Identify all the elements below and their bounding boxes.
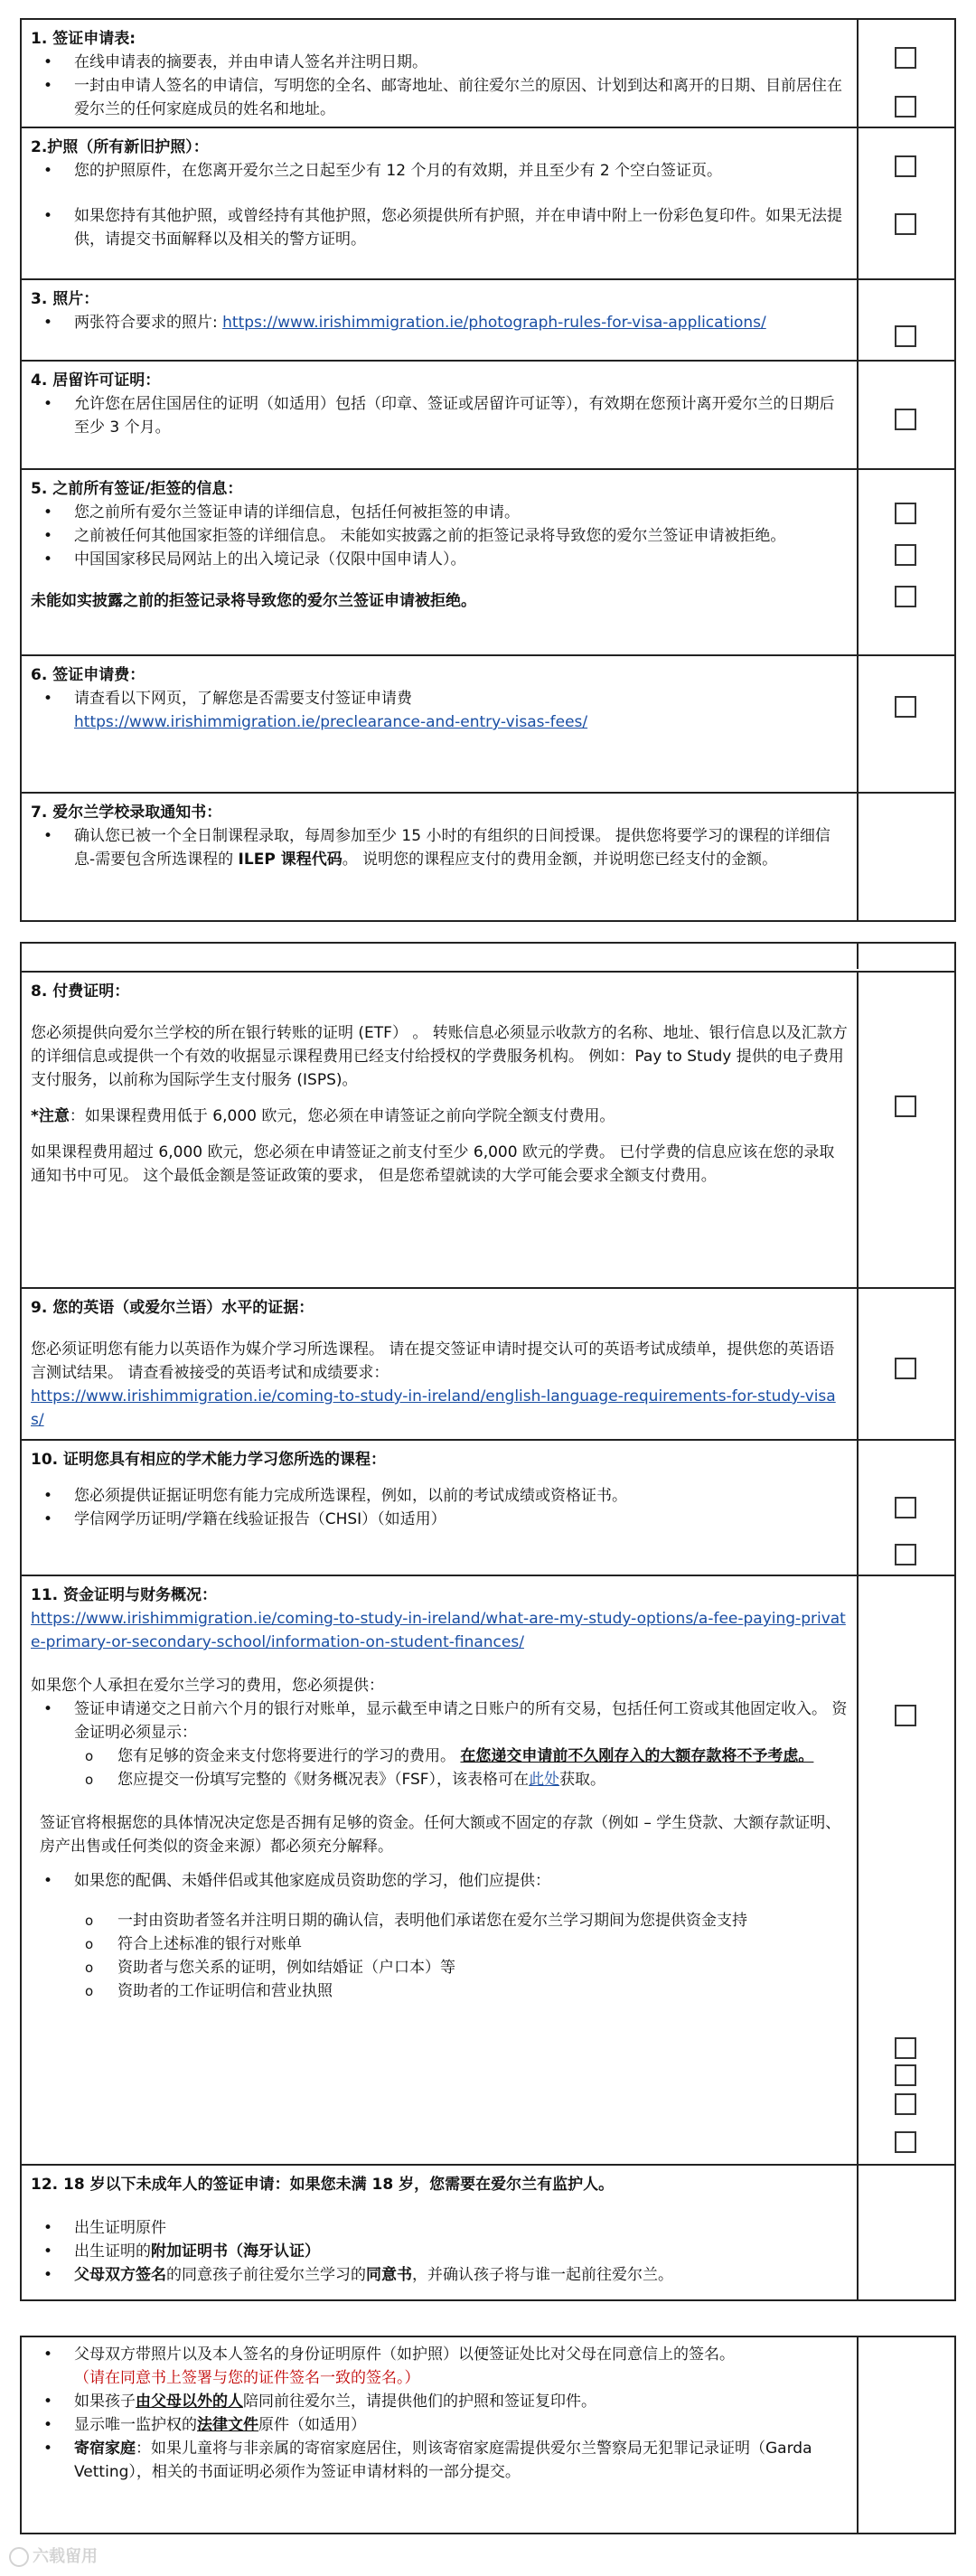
note-label: *注意 [31, 1107, 70, 1125]
checkbox[interactable] [895, 2131, 916, 2153]
fsf-here-link[interactable]: 此处 [529, 1771, 560, 1789]
photo-requirement-text: 两张符合要求的照片: [74, 314, 223, 332]
sub-list-item [31, 1768, 848, 1791]
sub-list-item: o 资助者的工作证明信和营业执照 [31, 1979, 848, 2003]
section-12-checks [859, 2166, 954, 2299]
list-item [31, 2413, 848, 2437]
section-4-checks [859, 362, 954, 468]
large-deposit-warning: 在您递交申请前不久刚存入的大额存款将不予考虑。 [460, 1747, 814, 1765]
course-fee-text: 。 说明您的课程应支付的费用金额，并说明您已经支付的金额。 [342, 851, 778, 869]
section-12-content [22, 2166, 859, 2299]
checkbox[interactable] [895, 1497, 916, 1518]
section-6-row [22, 654, 954, 792]
list-item [31, 2343, 848, 2390]
section-11-checks [859, 1576, 954, 2164]
fsf-text: 您应提交一份填写完整的《财务概况表》（FSF），该表格可在 [117, 1771, 530, 1789]
minor-extra-row [22, 2337, 954, 2533]
list-item: • 允许您在居住国居住的证明（如适用）包括（印章、签证或居留许可证等），有效期在您预计离开爱尔兰的日期后至少 3 个月。 [31, 392, 848, 439]
section-10-checks [859, 1441, 954, 1575]
list-item: • 如果您的配偶、未婚伴侣或其他家庭成员资助您的学习，他们应提供： [31, 1869, 848, 1893]
english-proof-text: 您必须证明您有能力以英语作为媒介学习所选课程。 请在提交签证申请时提交认可的英语考试成绩单，提供您的英语语言测试结果。 请查看被接受的英语考试和成绩要求： [31, 1340, 835, 1382]
checkbox[interactable] [895, 96, 916, 118]
apostille-text: 附加证明书（海牙认证） [151, 2242, 320, 2261]
list-item [31, 2390, 848, 2413]
checkbox[interactable] [895, 2093, 916, 2115]
photo-rules-link[interactable]: https://www.irishimmigration.ie/photograph-rules-for-visa-applications/ [222, 314, 766, 332]
list-item [31, 2240, 848, 2263]
section-8-title: 8. 付费证明： [31, 982, 130, 1001]
sub-list-item [31, 1744, 848, 1768]
section-9-row [22, 1287, 954, 1439]
payment-proof-text: 您必须提供向爱尔兰学校的所在银行转账的证明 (ETF） 。 转账信息必须显示收款方的名称、地址、银行信息以及汇款方的详细信息或提供一个有效的收据显示课程费用已经支付给授权的学费服务机构。 例如：Pay to Study 提供的电子费用支付服务，以前称为国际学生支付服务 (ISPS)。 [31, 1024, 848, 1089]
section-1-content [22, 20, 859, 127]
section-12-row [22, 2164, 954, 2299]
section-3-content [22, 280, 859, 360]
visa-officer-text: 签证官将根据您的具体情况决定您是否拥有足够的资金。任何大额或不固定的存款（例如 – 学生贷款、大额存款证明、房产出售或任何类似的资金来源）都必须充分解释。 [40, 1814, 841, 1856]
section-11-content [22, 1576, 859, 2164]
watermark [9, 2545, 98, 2569]
section-8-content [22, 973, 859, 1287]
checkbox[interactable] [895, 1358, 916, 1379]
section-2-content [22, 128, 859, 278]
checkbox[interactable] [895, 696, 916, 718]
list-item: • 如果您持有其他护照，或曾经持有其他护照，您必须提供所有护照，并在申请中附上一份彩色复印件。如果无法提供，请提交书面解释以及相关的警方证明。 [31, 204, 848, 251]
section-3-checks [859, 280, 954, 360]
header-check-cell [859, 944, 954, 971]
consent-letter-text: 同意书 [366, 2266, 412, 2284]
non-parent-text: 由父母以外的人 [136, 2393, 243, 2411]
section-6-checks [859, 656, 954, 792]
section-6-content [22, 656, 859, 792]
sufficient-funds-text: 您有足够的资金来支付您将要进行的学习的费用。 [117, 1747, 461, 1765]
section-4-row [22, 360, 954, 468]
both-parents-text: 父母双方签名 [74, 2266, 166, 2284]
list-item [31, 687, 848, 734]
section-1-title: 1. 签证申请表: [31, 30, 136, 48]
section-1-row [22, 20, 954, 127]
section-3-title: 3. 照片： [31, 290, 99, 308]
ilep-code-text: ILEP 课程代码 [238, 851, 343, 869]
checklist-table-2 [20, 942, 956, 2301]
section-9-title: 9. 您的英语（或爱尔兰语）水平的证据： [31, 1299, 314, 1317]
payment-note [31, 1105, 848, 1128]
sub-list-item: o 资助者与您关系的证明，例如结婚证（户口本）等 [31, 1956, 848, 1979]
section-5-content [22, 470, 859, 654]
visa-fees-link[interactable]: https://www.irishimmigration.ie/preclearance-and-entry-visas-fees/ [74, 713, 588, 731]
weibo-logo-icon [9, 2547, 29, 2567]
custody-end-text: 原件（如适用） [258, 2416, 366, 2434]
section-5-row [22, 468, 954, 654]
list-item [31, 2437, 848, 2484]
funds-intro: 如果您个人承担在爱尔兰学习的费用，您必须提供： [31, 1677, 384, 1695]
section-7-title: 7. 爱尔兰学校录取通知书： [31, 804, 222, 822]
legal-document-text: 法律文件 [197, 2416, 258, 2434]
checkbox[interactable] [895, 47, 916, 69]
checkbox[interactable] [895, 155, 916, 177]
section-5-warning: 未能如实披露之前的拒签记录将导致您的爱尔兰签证申请被拒绝。 [31, 592, 476, 610]
list-item: • 在线申请表的摘要表，并由申请人签名并注明日期。 [31, 51, 848, 74]
checkbox[interactable] [895, 1544, 916, 1565]
consent-end-text: ，并确认孩子将与谁一起前往爱尔兰。 [412, 2266, 673, 2284]
list-item: • 签证申请递交之日前六个月的银行对账单，显示截至申请之日账户的所有交易，包括任何工资或其他固定收入。 资金证明必须显示： [31, 1697, 848, 1744]
header-cell [22, 944, 859, 969]
section-2-title: 2.护照（所有新旧护照）： [31, 138, 209, 156]
signature-match-note: （请在同意书上签署与您的证件签名一致的签名。） [74, 2369, 420, 2387]
consent-text: 的同意孩子前往爱尔兰学习的 [166, 2266, 366, 2284]
list-item: • 中国国家移民局网站上的出入境记录（仅限中国申请人）。 [31, 548, 848, 571]
section-12-title: 12. 18 岁以下未成年人的签证申请：如果您未满 18 岁，您需要在爱尔兰有监护人。 [31, 2176, 615, 2194]
accompany-text: 如果孩子 [74, 2393, 136, 2411]
section-5-title: 5. 之前所有签证/拒签的信息： [31, 480, 243, 498]
checkbox[interactable] [895, 325, 916, 347]
student-finances-link[interactable]: https://www.irishimmigration.ie/coming-to-study-in-ireland/what-are-my-study-options/a-fee-paying-private-primary-or-secondary-school/information-on-student-finances/ [31, 1610, 846, 1651]
checkbox[interactable] [895, 2064, 916, 2086]
section-8-checks [859, 973, 954, 1287]
section-9-content [22, 1289, 859, 1439]
section-1-checks [859, 20, 954, 127]
checkbox[interactable] [895, 2037, 916, 2059]
checkbox[interactable] [895, 213, 916, 235]
section-2-row [22, 127, 954, 278]
section-10-row [22, 1439, 954, 1575]
minor-extra-checks [859, 2337, 954, 2533]
section-2-checks [859, 128, 954, 278]
list-item [31, 2263, 848, 2287]
checkbox[interactable] [895, 1705, 916, 1726]
fee-threshold-text: 如果课程费用超过 6,000 欧元，您必须在申请签证之前支付至少 6,000 欧元的学费。 已付学费的信息应该在您的录取通知书中可见。 这个最低金额是签证政策的要求， 但是您希望就读的大学可能会要求全额支付费用。 [31, 1143, 835, 1185]
section-10-content [22, 1441, 859, 1575]
section-11-row [22, 1575, 954, 2164]
section-6-title: 6. 签证申请费： [31, 666, 145, 684]
sub-list-item: o 符合上述标准的银行对账单 [31, 1932, 848, 1956]
section-4-title: 4. 居留许可证明： [31, 371, 161, 390]
course-confirm-text: 确认您已被一个全日制课程录取，每周参加至少 15 小时的有组织的日间授课。 提供您将要学习的课程的详细信息-需要包含所选课程的 [74, 827, 831, 869]
section-4-content [22, 362, 859, 468]
table-2-header-row [22, 944, 954, 971]
fsf-text-end: 获取。 [559, 1771, 606, 1789]
section-7-row [22, 792, 954, 920]
section-3-row [22, 278, 954, 360]
list-item: • 学信网学历证明/学籍在线验证报告（CHSI）（如适用） [31, 1508, 848, 1531]
checklist-table-3 [20, 2336, 956, 2534]
watermark-text: 六载留用 [33, 2547, 98, 2566]
custody-text: 显示唯一监护权的 [74, 2416, 197, 2434]
checkbox[interactable] [895, 544, 916, 566]
section-10-title: 10. 证明您具有相应的学术能力学习您所选的课程： [31, 1451, 387, 1469]
checkbox[interactable] [895, 586, 916, 607]
section-9-checks [859, 1289, 954, 1439]
section-8-row [22, 971, 954, 1287]
minor-extra-content [22, 2337, 859, 2533]
birth-cert-text: 出生证明的 [74, 2242, 151, 2261]
host-family-text: ：如果儿童将与非亲属的寄宿家庭居住，则该寄宿家庭需提供爱尔兰警察局无犯罪记录证明（Garda Vetting），相关的书面证明必须作为签证申请材料的一部分提交。 [74, 2440, 812, 2481]
accompany-end-text: 陪同前往爱尔兰，请提供他们的护照和签证复印件。 [243, 2393, 596, 2411]
list-item [31, 311, 848, 334]
list-item: • 一封由申请人签名的申请信，写明您的全名、邮寄地址、前往爱尔兰的原因、计划到达和离开的日期、目前居住在爱尔兰的任何家庭成员的姓名和地址。 [31, 74, 848, 121]
section-11-title: 11. 资金证明与财务概况： [31, 1586, 218, 1604]
list-item: • 您之前所有爱尔兰签证申请的详细信息，包括任何被拒签的申请。 [31, 501, 848, 524]
list-item: • 您必须提供证据证明您有能力完成所选课程，例如，以前的考试成绩或资格证书。 [31, 1484, 848, 1508]
list-item: • 之前被任何其他国家拒签的详细信息。 未能如实披露之前的拒签记录将导致您的爱尔兰签证申请被拒绝。 [31, 524, 848, 548]
list-item [31, 824, 848, 871]
checkbox[interactable] [895, 503, 916, 524]
checklist-table-1 [20, 18, 956, 922]
section-7-content [22, 794, 859, 920]
list-item: • 您的护照原件，在您离开爱尔兰之日起至少有 12 个月的有效期，并且至少有 2 个空白签证页。 [31, 159, 848, 183]
sub-list-item: o 一封由资助者签名并注明日期的确认信，表明他们承诺您在爱尔兰学习期间为您提供资金支持 [31, 1909, 848, 1932]
checkbox[interactable] [895, 1095, 916, 1117]
section-5-checks [859, 470, 954, 654]
list-item: • 出生证明原件 [31, 2216, 848, 2240]
section-7-checks [859, 794, 954, 920]
checkbox[interactable] [895, 409, 916, 430]
host-family-label: 寄宿家庭 [74, 2440, 136, 2458]
note-text: ：如果课程费用低于 6,000 欧元，您必须在申请签证之前向学院全额支付费用。 [69, 1107, 615, 1125]
parent-id-text: • 父母双方带照片以及本人签名的身份证明原件（如护照）以便签证处比对父母在同意信上的签名。 [74, 2346, 735, 2364]
english-requirements-link[interactable]: https://www.irishimmigration.ie/coming-to-study-in-ireland/english-language-requirements-for-study-visas/ [31, 1387, 836, 1429]
fee-check-text: • 请查看以下网页，了解您是否需要支付签证申请费 [74, 690, 412, 708]
